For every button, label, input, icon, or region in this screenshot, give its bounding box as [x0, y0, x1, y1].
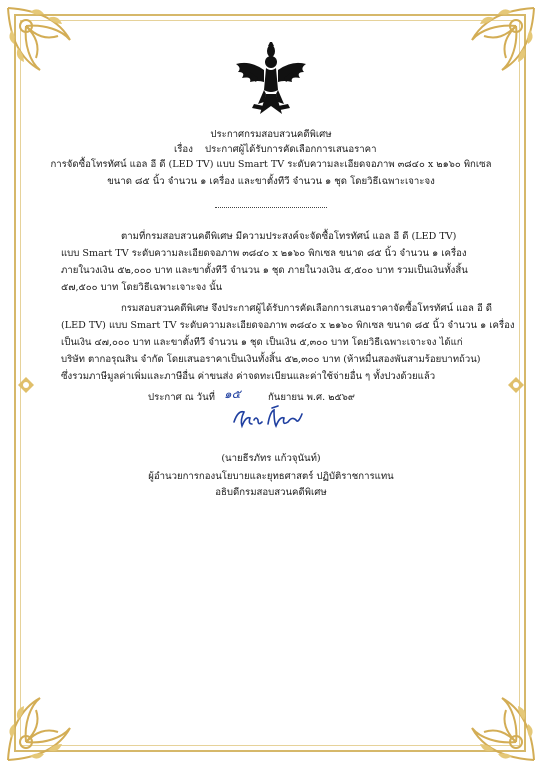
side-ornament-right [507, 376, 525, 394]
para2-line-5: ซึ่งรวมภาษีมูลค่าเพิ่มและภาษีอื่น ค่าขนส่ง ค่าจดทะเบียนและค่าใช้จ่ายอื่น ๆ ทั้งปวงด้วยแล้ว [61, 371, 436, 382]
para2-line-3: เป็นเงิน ๔๗,๐๐๐ บาท และขาตั้งทีวี จำนวน ๑ ชุด เป็นเงิน ๕,๓๐๐ บาท โดยวิธีเฉพาะเจาะจง ได้แก่ [61, 337, 463, 348]
date-day: ๑๕ [224, 387, 241, 401]
announcement-agency-title: ประกาศกรมสอบสวนคดีพิเศษ [210, 129, 332, 140]
corner-ornament-bottom-right [422, 648, 542, 768]
para2-line-4: บริษัท ตากอรุณสิน จำกัด โดยเสนอราคาเป็นเงินทั้งสิ้น ๕๒,๓๐๐ บาท (ห้าหมื่นสองพันสามร้อยบาทถ้วน) [61, 354, 481, 365]
date-prefix: ประกาศ ณ วันที่ [148, 392, 215, 403]
para1-line-3: ภายในวงเงิน ๕๒,๐๐๐ บาท และขาตั้งทีวี จำนวน ๑ ชุด ภายในวงเงิน ๕,๕๐๐ บาท รวมเป็นเงินทั้งสิ้น [61, 265, 468, 276]
signer-name: (นายธีรภัทร แก้วจุนันท์) [221, 453, 321, 464]
para1-line-2: แบบ Smart TV ระดับความละเอียดจอภาพ ๓๘๔๐ x ๒๑๖๐ พิกเซล ขนาด ๘๕ นิ้ว จำนวน ๑ เครื่อง [61, 248, 467, 259]
signer-position: ผู้อำนวยการกองนโยบายและยุทธศาสตร์ ปฏิบัติราชการแทน [148, 471, 394, 482]
corner-ornament-top-right [422, 0, 542, 120]
date-month-year: กันยายน พ.ศ. ๒๕๖๙ [268, 392, 355, 403]
signer-office: อธิบดีกรมสอบสวนคดีพิเศษ [215, 487, 327, 498]
corner-ornament-bottom-left [0, 648, 120, 768]
garuda-emblem-icon [230, 42, 312, 118]
subject-line-4: ขนาด ๘๕ นิ้ว จำนวน ๑ เครื่อง และขาตั้งทีวี จำนวน ๑ ชุด โดยวิธีเฉพาะเจาะจง [107, 176, 435, 187]
corner-ornament-top-left [0, 0, 120, 120]
subject-line-3: การจัดซื้อโทรทัศน์ แอล อี ดี (LED TV) แบบ Smart TV ระดับความละเอียดจอภาพ ๓๘๔๐ x ๒๑๖๐ พิกเซล [50, 159, 492, 170]
para1-line-4: ๕๗,๕๐๐ บาท โดยวิธีเฉพาะเจาะจง นั้น [61, 282, 223, 293]
side-ornament-left [17, 376, 35, 394]
separator-dotted-line [215, 207, 327, 208]
para2-line-1: กรมสอบสวนคดีพิเศษ จึงประกาศผู้ได้รับการคัดเลือกการเสนอราคาจัดซื้อโทรทัศน์ แอล อี ดี [121, 303, 492, 314]
subject-label: เรื่อง [174, 144, 193, 155]
para2-line-2: (LED TV) แบบ Smart TV ระดับความละเอียดจอภาพ ๓๘๔๐ x ๒๑๖๐ พิกเซล ขนาด ๘๕ นิ้ว จำนวน ๑ เครื่อง [61, 320, 515, 331]
subject-text: ประกาศผู้ได้รับการคัดเลือกการเสนอราคา [205, 144, 377, 155]
para1-line-1: ตามที่กรมสอบสวนคดีพิเศษ มีความประสงค์จะจัดซื้อโทรทัศน์ แอล อี ดี (LED TV) [121, 231, 457, 242]
handwritten-signature [228, 402, 308, 434]
